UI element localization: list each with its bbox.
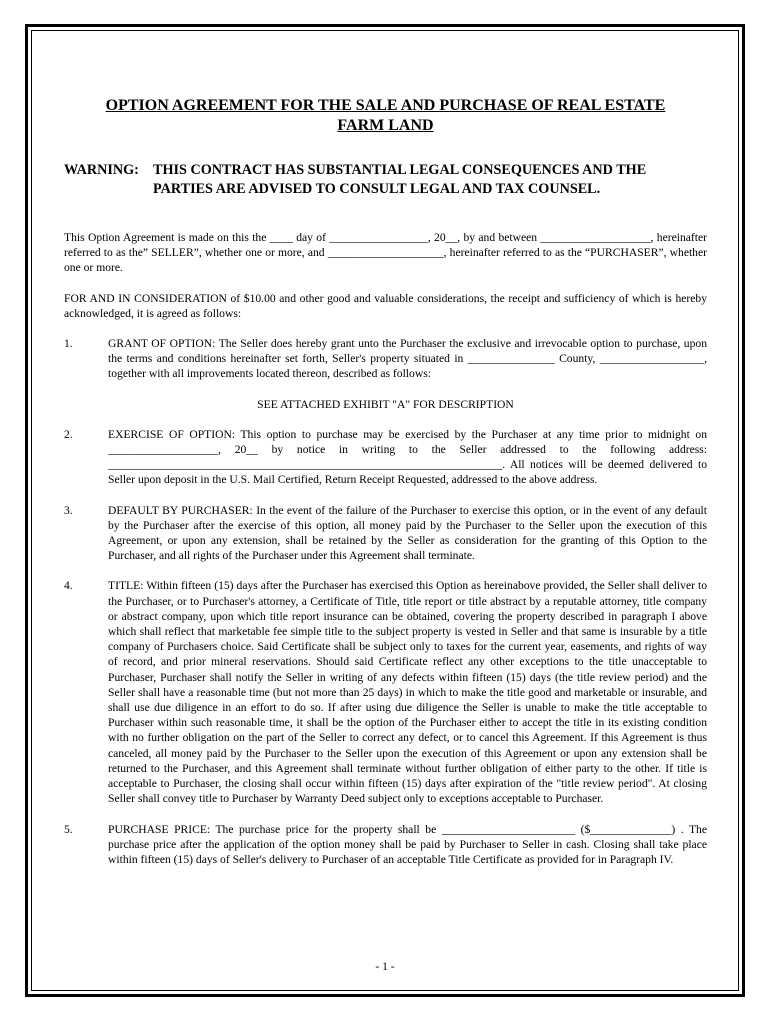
section-text: GRANT OF OPTION: The Seller does hereby grant unto the Purchaser the exclusive and irrevocable option to purchase, upon the terms and conditions hereinafter set forth, Seller's property situated in _______________ County, __________________, together with all improvements located thereon, described as follows: — [108, 337, 707, 381]
section-number: 3. — [64, 503, 73, 517]
section-2 — [64, 427, 707, 488]
title-line-2: FARM LAND — [337, 117, 434, 134]
document-title — [64, 96, 707, 136]
section-number: 2. — [64, 427, 73, 441]
warning-block — [64, 161, 707, 199]
consideration-paragraph: FOR AND IN CONSIDERATION of $10.00 and other good and valuable considerations, the receipt and sufficiency of which is hereby acknowledged, it is agreed as follows: — [64, 291, 707, 320]
warning-text: THIS CONTRACT HAS SUBSTANTIAL LEGAL CONSEQUENCES AND THE PARTIES ARE ADVISED TO CONSULT LEGAL AND TAX COUNSEL. — [153, 162, 647, 197]
section-1 — [64, 336, 707, 382]
section-number: 5. — [64, 822, 73, 836]
section-5 — [64, 822, 707, 868]
document-body — [64, 96, 707, 867]
section-text: DEFAULT BY PURCHASER: In the event of the failure of the Purchaser to exercise this option, or in the event of any default by the Purchaser after the exercise of this option, all money paid by the Purchaser to the Seller upon the execution of this Agreement, or upon any extension, shall be retained by the Seller as consideration for the granting of this Option to the Purchaser, and all rights of the Purchaser under this Agreement shall terminate. — [108, 503, 707, 563]
title-line-1: OPTION AGREEMENT FOR THE SALE AND PURCHASE OF REAL ESTATE — [105, 97, 666, 114]
section-3 — [64, 503, 707, 564]
exhibit-note: SEE ATTACHED EXHIBIT "A" FOR DESCRIPTION — [257, 397, 514, 411]
section-4 — [64, 578, 707, 806]
intro-paragraph: This Option Agreement is made on this the ____ day of _________________, 20__, by and between ___________________, hereinafter referred to as the” SELLER”, whether one or more, and ____________________, hereinafter referred to as the “PURCHASER”, whether one or more. — [64, 231, 707, 275]
section-number: 1. — [64, 337, 73, 351]
section-text: PURCHASE PRICE: The purchase price for the property shall be _______________________ ($______________) . The purchase price after the application of the option money shall be paid by Purchaser to Seller in cash. Closing shall take place within fifteen (15) days of Seller's delivery to Purchaser of an acceptable Title Certificate as provided for in Paragraph IV. — [108, 822, 707, 866]
page-number: - 1 - — [375, 960, 395, 973]
section-text: EXERCISE OF OPTION: This option to purchase may be exercised by the Purchaser at any time prior to midnight on ___________________, 20__ by notice in writing to the Seller addressed to the following address: ____________________________________________________________________. All notices will be deemed delivered to Seller upon deposit in the U.S. Mail Certified, Return Receipt Requested, addressed to the above address. — [108, 427, 707, 487]
warning-label: WARNING: — [64, 162, 139, 178]
section-number: 4. — [64, 579, 73, 593]
section-text: TITLE: Within fifteen (15) days after the Purchaser has exercised this Option as hereinabove provided, the Seller shall deliver to the Purchaser, or to Purchaser's attorney, a Certificate of Title, title report or title abstract by a reputable attorney, title company or abstract company, upon which title report insurance can be obtained, covering the property described in paragraph I above which shall reflect that marketable fee simple title to the subject property is vested in Seller and that same is insurable by a title company of Purchasers choice. Said Certificate shall be subject only to taxes for the current year, easements, and rights of way of record, and prior mineral reservations. Should said Certificate reflect any other exceptions to the title unacceptable to Purchaser, Purchaser shall notify the Seller in writing of any defects within fifteen (15) days (the title review period) and the Seller shall have a reasonable time (but not more than 25 days) in which to make the title good and marketable or insurable, and shall use due diligence in an effort to do so. If after using due diligence the Seller is unable to make the title acceptable to Purchaser within such reasonable time, it shall be the option of the Purchaser either to accept the title in its existing condition with no further obligation on the part of the Seller to correct any defect, or to cancel this Agreement. If this Agreement is thus canceled, all money paid by the Purchaser to the Seller upon the execution of this Agreement or upon any extension shall be returned to the Purchaser, and this Agreement shall terminate without further obligation of either party to the other. If title is acceptable to Purchaser, the closing shall occur within fifteen (15) days after expiration of the "title review period". At closing Seller shall convey title to Purchaser by Warranty Deed subject only to exceptions acceptable to Purchaser. — [108, 579, 707, 806]
